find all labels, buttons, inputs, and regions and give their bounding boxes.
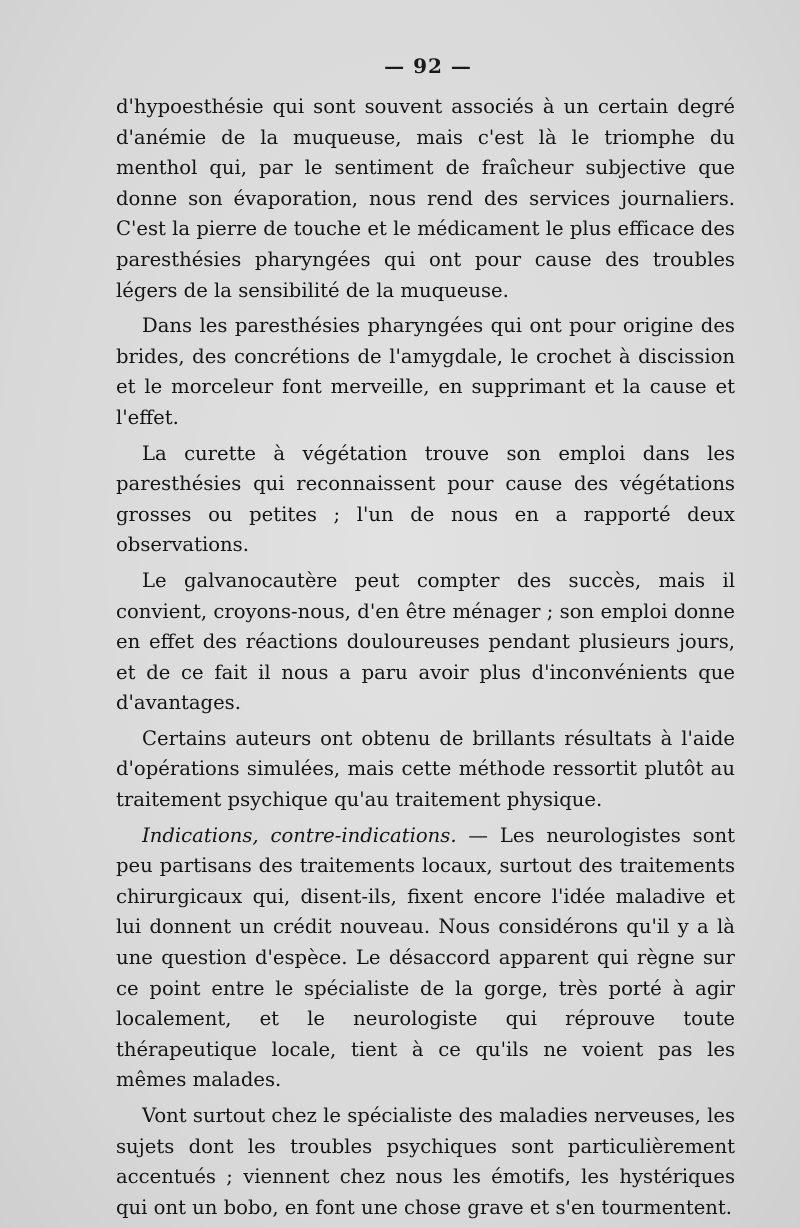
paragraph-5: Certains auteurs ont obtenu de brillants résultats à l'aide d'opérations simulées, mais cette méthode ressortit plutôt au traitement psychique qu'au traitement physique.	[116, 726, 735, 812]
paragraph-2: Dans les paresthésies pharyngées qui ont pour origine des brides, des concrétions de l'amygdale, le crochet à discission et le morceleur font merveille, en supprimant et la cause et l'effet.	[116, 314, 735, 429]
paragraph-6	[116, 821, 735, 1096]
paragraph-1: d'hypoesthésie qui sont souvent associés à un certain degré d'anémie de la muqueuse, mais c'est là le triomphe du menthol qui, par le sentiment de fraîcheur subjective que donne son évaporation, nous rend des services journaliers. C'est la pierre de touche et le médicament le plus efficace des paresthésies pharyngées qui ont pour cause des troubles légers de la sensibilité de la muqueuse.	[116, 95, 735, 302]
body-text	[116, 92, 735, 1228]
paragraph-3: La curette à végétation trouve son emploi dans les paresthésies qui reconnaissent pour cause des végétations grosses ou petites ; l'un de nous en a rapporté deux observations.	[116, 441, 735, 557]
paragraph-4: Le galvanocautère peut compter des succès, mais il convient, croyons-nous, d'en être ménager ; son emploi donne en effet des réactions douloureuses pendant plusieurs jours, et de ce fait il nous a paru avoir plus d'inconvénients que d'avantages.	[116, 568, 735, 715]
section-heading-italic: Indications, contre-indications.	[142, 823, 457, 847]
page-number: — 92 —	[384, 54, 472, 78]
paragraph-7: Vont surtout chez le spécialiste des maladies nerveuses, les sujets dont les troubles psychiques sont particulièrement accentués ; viennent chez nous les émotifs, les hystériques qui ont un bobo, en font une chose grave et s'en tourmentent.	[116, 1104, 735, 1219]
paragraph-6-text: — Les neurologistes sont peu partisans des traitements locaux, surtout des traitements chirurgicaux qui, disent-ils, fixent encore l'idée maladive et lui donnent un crédit nouveau. Nous considérons qu'il y a là une question d'espèce. Le désaccord apparent qui règne sur ce point entre le spécialiste de la gorge, très porté à agir localement, et le neurologiste qui réprouve toute thérapeutique locale, tient à ce qu'ils ne voient pas les mêmes malades.	[116, 823, 735, 1092]
